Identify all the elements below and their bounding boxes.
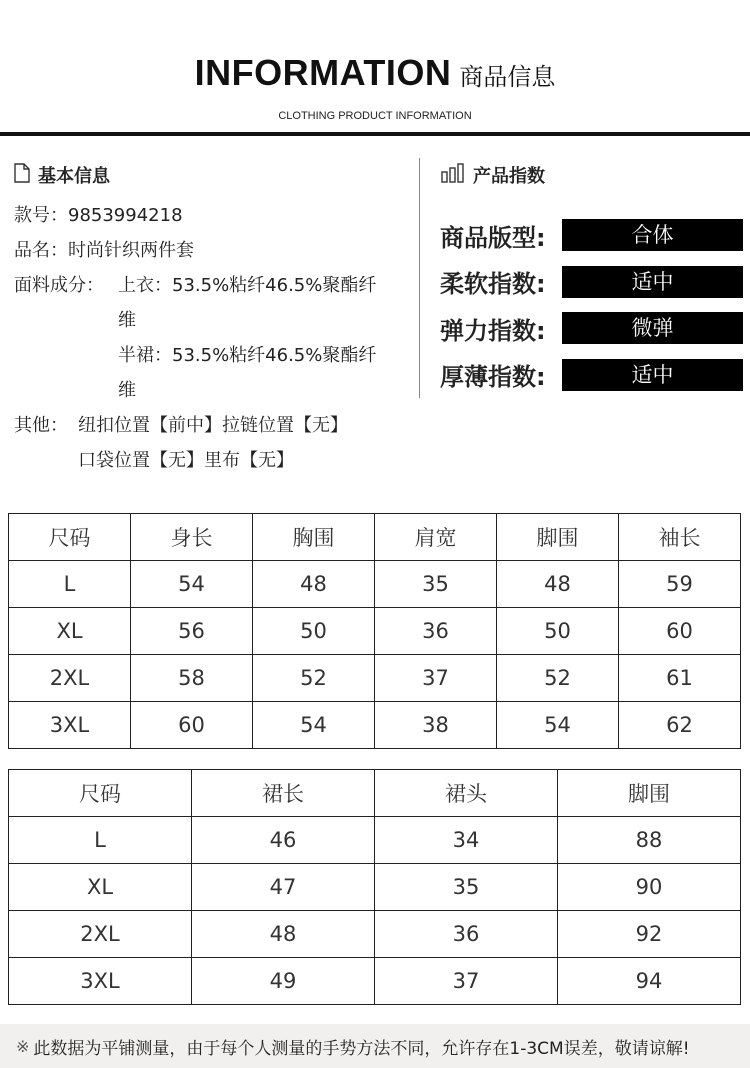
index-list	[440, 212, 744, 398]
bar-chart-icon	[441, 163, 465, 188]
fabric-skirt-line2: 维	[118, 380, 136, 401]
index-row	[440, 305, 744, 352]
table-row	[9, 958, 741, 1005]
table-cell: 94	[558, 958, 741, 1005]
table-cell: 36	[375, 911, 558, 958]
table-header-cell: 胸围	[253, 514, 375, 561]
ruler-icon: ※	[16, 1036, 30, 1056]
basic-info	[14, 198, 414, 478]
fabric-row	[14, 268, 414, 303]
index-value: 适中	[562, 359, 743, 391]
table-cell: 58	[131, 655, 253, 702]
table-row	[9, 655, 741, 702]
table-cell: 50	[253, 608, 375, 655]
table-cell: 62	[619, 702, 741, 749]
table-cell: 37	[375, 958, 558, 1005]
fabric-skirt-line1: 半裙：53.5%粘纤46.5%聚酯纤	[118, 345, 377, 366]
table-cell: 60	[131, 702, 253, 749]
table-cell: 60	[619, 608, 741, 655]
product-name-row	[14, 233, 414, 268]
table-cell: 35	[375, 864, 558, 911]
table-row	[9, 817, 741, 864]
table-cell: L	[9, 561, 131, 608]
table-cell: XL	[9, 864, 192, 911]
style-no-row	[14, 198, 414, 233]
index-row	[440, 212, 744, 259]
table-cell: 48	[192, 911, 375, 958]
table-cell: 3XL	[9, 958, 192, 1005]
table-cell: 52	[253, 655, 375, 702]
table-cell: 54	[131, 561, 253, 608]
other-line2: 口袋位置【无】里布【无】	[78, 450, 294, 471]
table-cell: 35	[375, 561, 497, 608]
style-no-label: 款号：	[14, 205, 68, 226]
index-label: 柔软指数:	[440, 270, 546, 299]
table-cell: L	[9, 817, 192, 864]
table-cell: 54	[253, 702, 375, 749]
document-icon	[14, 163, 30, 188]
style-no: 9853994218	[68, 205, 183, 226]
other-line1: 纽扣位置【前中】拉链位置【无】	[78, 415, 348, 436]
table-header-cell: 尺码	[9, 514, 131, 561]
fabric-top-line1: 上衣：53.5%粘纤46.5%聚酯纤	[118, 275, 377, 296]
page-title-cn: 商品信息	[459, 63, 556, 91]
top-size-table	[8, 513, 741, 749]
basic-info-heading	[14, 162, 110, 188]
table-cell: 37	[375, 655, 497, 702]
fabric-label: 面料成分：	[14, 275, 104, 296]
table-cell: XL	[9, 608, 131, 655]
table-cell: 2XL	[9, 911, 192, 958]
table-cell: 54	[497, 702, 619, 749]
index-heading	[441, 162, 545, 188]
index-value: 微弹	[562, 312, 743, 344]
table-header-row	[9, 770, 741, 817]
other-row	[14, 408, 414, 443]
table-header-cell: 袖长	[619, 514, 741, 561]
table-cell: 50	[497, 608, 619, 655]
measurement-note-text: 此数据为平铺测量，由于每个人测量的手势方法不同，允许存在1-3CM误差，敬请谅解!	[33, 1038, 690, 1059]
table-cell: 38	[375, 702, 497, 749]
table-cell: 46	[192, 817, 375, 864]
table-row	[9, 561, 741, 608]
table-header-cell: 身长	[131, 514, 253, 561]
table-header-cell: 裙长	[192, 770, 375, 817]
measurement-note	[0, 1024, 750, 1068]
table-cell: 92	[558, 911, 741, 958]
table-row	[9, 911, 741, 958]
table-cell: 90	[558, 864, 741, 911]
product-name-label: 品名：	[14, 240, 68, 261]
table-cell: 56	[131, 608, 253, 655]
other-label: 其他：	[14, 415, 68, 436]
index-label: 厚薄指数:	[440, 363, 546, 392]
table-cell: 34	[375, 817, 558, 864]
table-header-cell: 脚围	[558, 770, 741, 817]
index-value: 合体	[562, 219, 743, 251]
table-cell: 49	[192, 958, 375, 1005]
index-label: 弹力指数:	[440, 316, 546, 345]
table-row	[9, 608, 741, 655]
index-row	[440, 259, 744, 306]
product-name: 时尚针织两件套	[68, 240, 194, 261]
table-cell: 52	[497, 655, 619, 702]
index-value: 适中	[562, 266, 743, 298]
section-divider	[419, 158, 420, 398]
basic-info-title: 基本信息	[38, 166, 110, 187]
table-cell: 3XL	[9, 702, 131, 749]
table-header-cell: 裙头	[375, 770, 558, 817]
skirt-size-table	[8, 769, 741, 1005]
table-cell: 59	[619, 561, 741, 608]
index-row	[440, 352, 744, 399]
page-header	[0, 52, 750, 94]
table-cell: 48	[497, 561, 619, 608]
index-title: 产品指数	[473, 166, 545, 187]
index-label: 商品版型:	[440, 223, 546, 252]
table-cell: 36	[375, 608, 497, 655]
table-cell: 47	[192, 864, 375, 911]
table-cell: 61	[619, 655, 741, 702]
page-title: INFORMATION	[194, 52, 452, 93]
table-cell: 88	[558, 817, 741, 864]
table-header-cell: 肩宽	[375, 514, 497, 561]
table-cell: 48	[253, 561, 375, 608]
fabric-top-line2: 维	[118, 310, 136, 331]
table-row	[9, 702, 741, 749]
table-row	[9, 864, 741, 911]
header-divider	[0, 132, 750, 136]
table-header-cell: 尺码	[9, 770, 192, 817]
table-header-row	[9, 514, 741, 561]
table-header-cell: 脚围	[497, 514, 619, 561]
page-subtitle: CLOTHING PRODUCT INFORMATION	[278, 110, 472, 122]
table-cell: 2XL	[9, 655, 131, 702]
